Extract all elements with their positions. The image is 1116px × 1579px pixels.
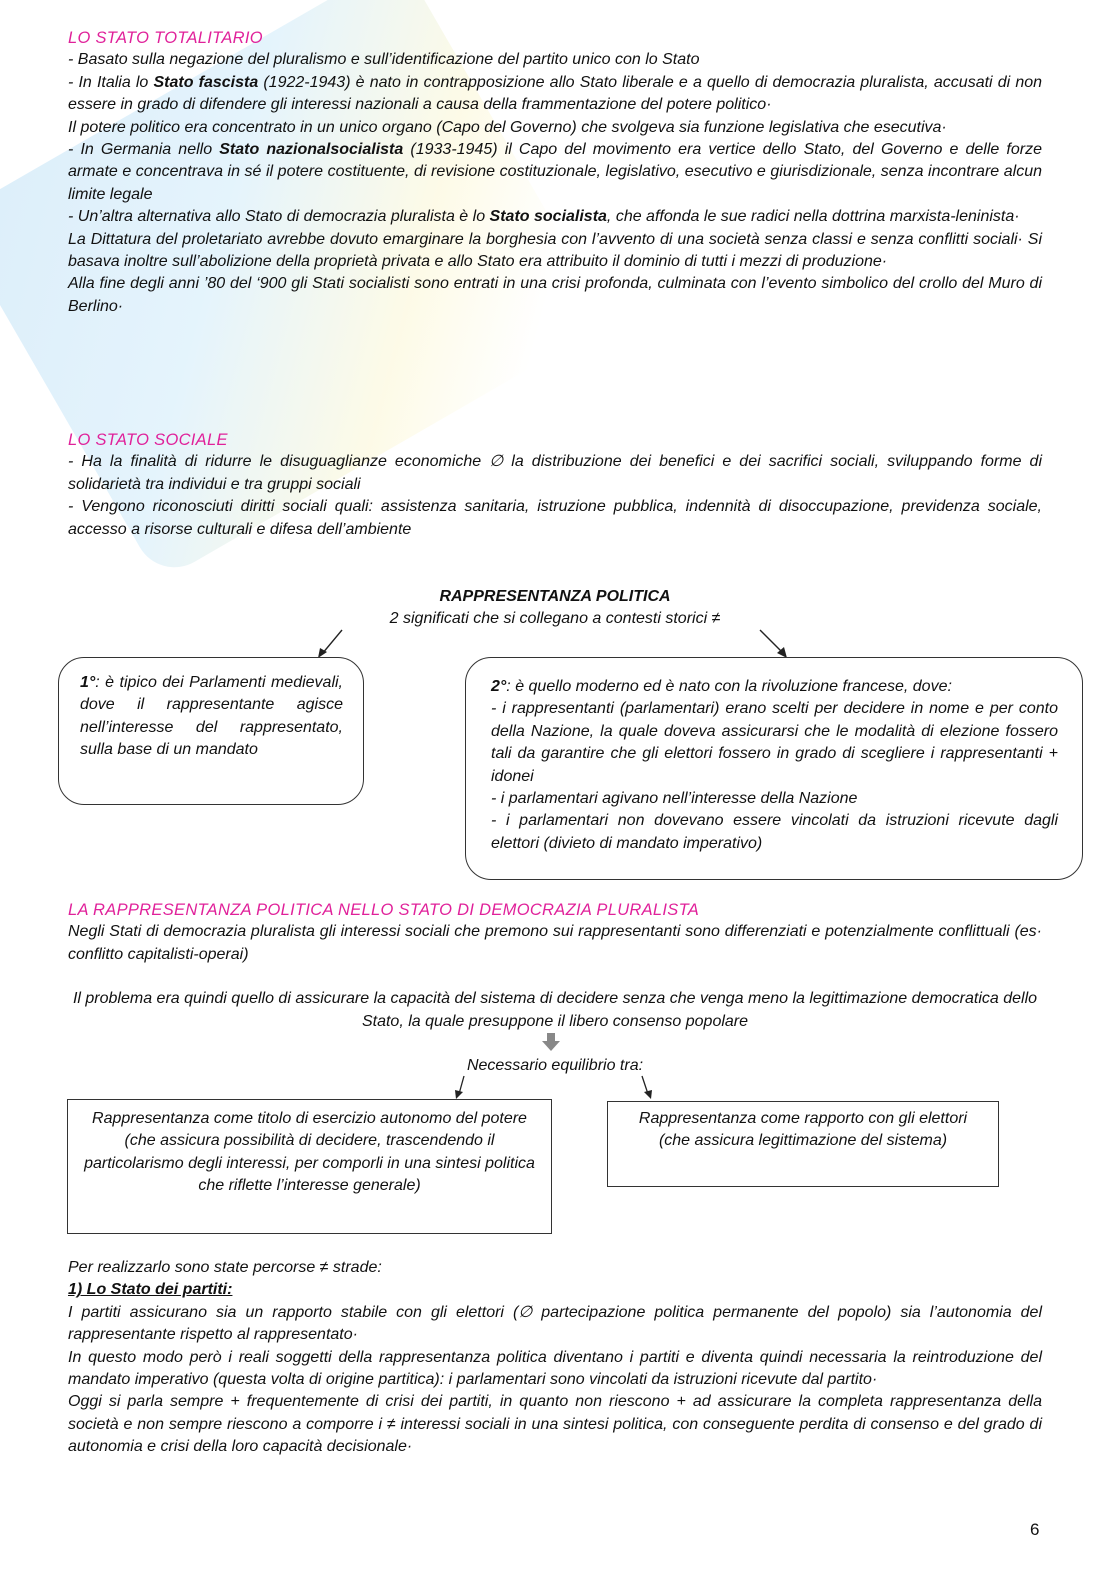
text: - In Germania nello: [68, 141, 220, 159]
box-line: - i rappresentanti (parlamentari) erano scelti per decidere in nome e per conto della Nazione, la quale doveva assicurarsi che le modalità di elezione fossero tali da garantire che gli elettori fossero in grado di scegliere i rappresentanti + idonei: [491, 700, 1058, 785]
paragraph: Il problema era quindi quello di assicurare la capacità del sistema di decidere senza che venga meno la legittimazione democratica dello Stato, la quale presuppone il libero consenso popolare: [72, 990, 1038, 1030]
paragraph: La Dittatura del proletariato avrebbe dovuto emarginare la borghesia con l’avvento di una società senza classi e senza conflitti sociali· Si basava inoltre sull’abolizione della proprietà privata e allo Stato era attribuito il dominio di tutti i mezzi di produzione·: [68, 230, 1042, 271]
box-number: 2°: [491, 678, 507, 695]
rappresentanza-box-elettori: [607, 1101, 999, 1187]
paragraph: In questo modo però i reali soggetti della rappresentanza politica diventano i partiti e diventa quindi necessaria la reintroduzione del mandato imperativo (questa volta di origine partitica): i parlamentari sono vincolati da istruzioni ricevute dal partito·: [68, 1348, 1042, 1389]
text: (1922-1943) è nato in contrapposizione allo Stato liberale e a quello di democrazia pluralista, accusati di non essere in grado di difendere gli interessi nazionali a causa della frammentazione del potere politico·: [68, 73, 1043, 114]
section-title: LO STATO TOTALITARIO: [68, 29, 263, 47]
box-line: (che assicura legittimazione del sistema): [658, 1132, 948, 1150]
subsection-title: 1) Lo Stato dei partiti:: [68, 1281, 233, 1299]
rappresentanza-heading: [68, 586, 1042, 631]
section-title: LA RAPPRESENTANZA POLITICA NELLO STATO DI DEMOCRAZIA PLURALISTA: [68, 901, 700, 919]
box-number: 1°: [80, 674, 96, 691]
meaning-box-1: [58, 657, 364, 805]
box-line: Rappresentanza come titolo di esercizio autonomo del potere: [92, 1110, 527, 1127]
paragraph: - Ha la finalità di ridurre le disuguaglianze economiche ∅ la distribuzione dei benefici e dei sacrifici sociali, sviluppando forme di solidarietà tra individui e tra gruppi sociali: [68, 453, 1042, 493]
paragraph: [68, 139, 1042, 206]
text: (1933-1945) il Capo del movimento era vertice dello Stato, del Governo e delle forze armate e concentrava in sé il potere costituente, di revisione costituzionale, legislativo, esecutivo e giurisdizionale, senza incontrare alcun limite legale: [68, 141, 1042, 203]
paragraph: Oggi si parla sempre + frequentemente di crisi dei partiti, in quanto non riescono + ad assicurare la completa rappresentanza della società e non sempre riescono a comporre i ≠ interessi sociali in una sintesi politica, con conseguente perdita di consenso e del grado di autonomia e crisi della loro capacità decisionale·: [68, 1393, 1042, 1456]
diagram-subtitle: 2 significati che si collegano a contesti storici ≠: [389, 610, 721, 628]
paragraph: I partiti assicurano sia un rapporto stabile con gli elettori (∅ partecipazione politica permanente del popolo) sia l’autonomia del rappresentante rispetto al rappresentato·: [68, 1303, 1042, 1344]
highlight-term: Stato nazionalsocialista: [219, 141, 404, 159]
equilibrio-label: Necessario equilibrio tra:: [466, 1057, 644, 1074]
diagram-title: RAPPRESENTANZA POLITICA: [439, 588, 671, 605]
page-number: 6: [1030, 1520, 1040, 1539]
meaning-box-2: [465, 657, 1083, 880]
paragraph: - Basato sulla negazione del pluralismo e sull’identificazione del partito unico con lo Stato: [68, 51, 700, 69]
paragraph: Negli Stati di democrazia pluralista gli interessi sociali che premono sui rappresentanti sono differenziati e potenzialmente conflittuali (es· conflitto capitalisti-operai): [68, 923, 1042, 963]
section-stato-partiti: [68, 1257, 1042, 1459]
text: , che affonda le sue radici nella dottrina marxista-leninista·: [606, 208, 1020, 226]
section-stato-sociale: [68, 429, 1042, 541]
paragraph: - Vengono riconosciuti diritti sociali quali: assistenza sanitaria, istruzione pubblica, indennità di disoccupazione, previdenza sociale, accesso a risorse culturali e difesa dell’ambiente: [68, 498, 1042, 538]
section-stato-totalitario: [68, 27, 1042, 318]
text: - In Italia lo: [68, 73, 154, 91]
paragraph: Alla fine degli anni ’80 del ‘900 gli Stati socialisti sono entrati in una crisi profonda, culminata con l’evento simbolico del crollo del Muro di Berlino·: [68, 275, 1042, 315]
box-line: [491, 676, 1058, 698]
paragraph: [68, 206, 1042, 228]
text: - Un’altra alternativa allo Stato di democrazia pluralista è lo: [68, 208, 490, 226]
section-title: LO STATO SOCIALE: [68, 431, 228, 449]
box-line: Rappresentanza come rapporto con gli elettori: [638, 1110, 968, 1127]
split-arrows-icon: [450, 1074, 660, 1102]
box-line: (che assicura possibilità di decidere, trascendendo il particolarismo degli interessi, per comporli in una sintesi politica che riflette l’interesse generale): [84, 1132, 535, 1195]
paragraph: Per realizzarlo sono state percorse ≠ strade:: [68, 1259, 382, 1276]
highlight-term: Stato socialista: [489, 208, 607, 226]
paragraph: Il potere politico era concentrato in un unico organo (Capo del Governo) che svolgeva sia funzione legislativa che esecutiva·: [68, 118, 947, 136]
section-democrazia-pluralista: [68, 899, 1042, 1033]
rappresentanza-box-autonomo: [67, 1099, 552, 1234]
box-text: : è quello moderno ed è nato con la rivoluzione francese, dove:: [506, 678, 952, 695]
arrows-icon: [310, 628, 800, 660]
highlight-term: Stato fascista: [153, 73, 259, 91]
box-line: - i parlamentari agivano nell’interesse della Nazione: [491, 790, 858, 808]
paragraph: [68, 72, 1042, 117]
down-arrow-icon: [540, 1032, 562, 1052]
box-text: : è tipico dei Parlamenti medievali, dove il rappresentante agisce nell’interesse del rappresentato, sulla base di un mandato: [80, 674, 343, 759]
box-line: - i parlamentari non dovevano essere vincolati da istruzioni ricevute dagli elettori (divieto di mandato imperativo): [491, 812, 1058, 852]
